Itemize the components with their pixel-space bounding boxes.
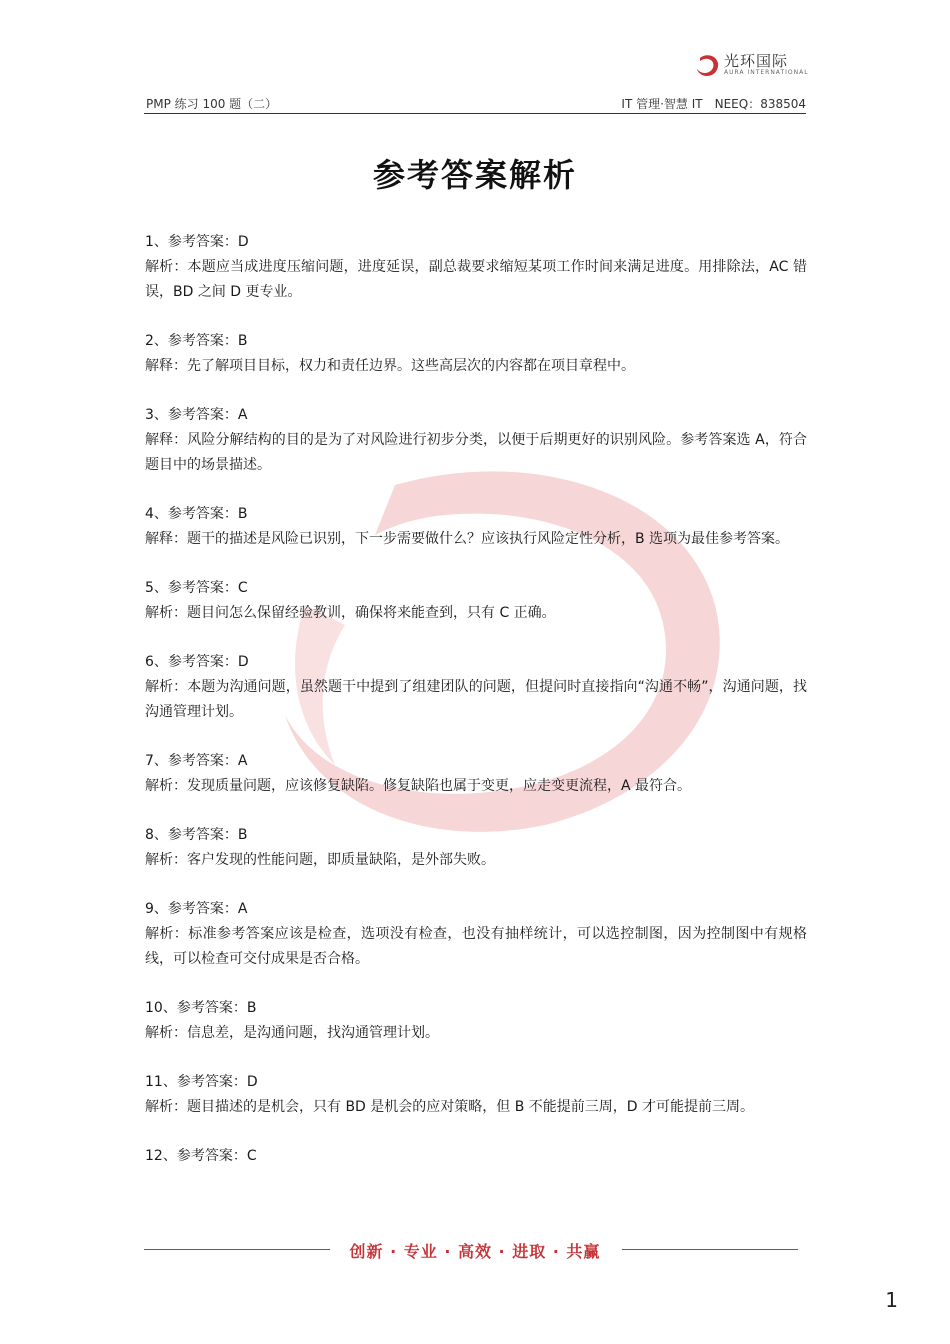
page-number: 1 — [885, 1288, 898, 1312]
answer-line: 12、参考答案：C — [145, 1148, 257, 1164]
analysis-text: 解析：发现质量问题，应该修复缺陷。修复缺陷也属于变更，应走变更流程，A 最符合。 — [145, 778, 692, 794]
analysis-text: 解析：题目问怎么保留经验教训，确保将来能查到，只有 C 正确。 — [145, 605, 556, 621]
analysis-text: 解析：客户发现的性能问题，即质量缺陷，是外部失败。 — [145, 852, 495, 868]
answer-item — [145, 650, 807, 725]
analysis-text: 解释：题干的描述是风险已识别，下一步需要做什么？应该执行风险定性分析，B 选项为最佳参考答案。 — [145, 531, 790, 547]
analysis-text: 解析：信息差，是沟通问题，找沟通管理计划。 — [145, 1025, 439, 1041]
answer-line: 4、参考答案：B — [145, 506, 248, 522]
answer-item — [145, 403, 807, 478]
logo-chinese-name: 光环国际 — [724, 52, 789, 70]
answer-line: 11、参考答案：D — [145, 1074, 258, 1090]
logo-english-name: AURA INTERNATIONAL — [724, 69, 809, 76]
answer-item — [145, 823, 807, 873]
answer-line: 3、参考答案：A — [145, 407, 248, 423]
logo-swirl-icon — [694, 52, 720, 78]
header-company-info: IT 管理·智慧 IT NEEQ：838504 — [621, 97, 806, 111]
answer-line: 7、参考答案：A — [145, 753, 248, 769]
answer-item — [145, 576, 807, 626]
answer-line: 8、参考答案：B — [145, 827, 248, 843]
answer-list — [145, 230, 807, 1193]
answer-line: 9、参考答案：A — [145, 901, 248, 917]
answer-item — [145, 1144, 807, 1169]
analysis-text: 解析：本题应当成进度压缩问题，进度延误，副总裁要求缩短某项工作时间来满足进度。用排除法，AC 错误，BD 之间 D 更专业。 — [145, 259, 807, 300]
answer-line: 5、参考答案：C — [145, 580, 248, 596]
answer-line: 2、参考答案：B — [145, 333, 248, 349]
answer-line: 10、参考答案：B — [145, 1000, 257, 1016]
answer-item — [145, 1070, 807, 1120]
answer-line: 6、参考答案：D — [145, 654, 249, 670]
analysis-text: 解释：风险分解结构的目的是为了对风险进行初步分类，以便于后期更好的识别风险。参考答案选 A，符合题目中的场景描述。 — [145, 432, 807, 473]
analysis-text: 解释：先了解项目目标，权力和责任边界。这些高层次的内容都在项目章程中。 — [145, 358, 635, 374]
answer-item — [145, 329, 807, 379]
header-divider — [144, 113, 806, 114]
footer-divider-right — [622, 1249, 798, 1250]
company-logo — [694, 52, 809, 78]
analysis-text: 解析：题目描述的是机会，只有 BD 是机会的应对策略，但 B 不能提前三周，D 才可能提前三周。 — [145, 1099, 755, 1115]
answer-item — [145, 897, 807, 972]
page-title: 参考答案解析 — [372, 156, 577, 194]
answer-line: 1、参考答案：D — [145, 234, 249, 250]
answer-item — [145, 230, 807, 305]
analysis-text: 解析：标准参考答案应该是检查，选项没有检查，也没有抽样统计，可以选控制图，因为控制图中有规格线，可以检查可交付成果是否合格。 — [145, 926, 807, 967]
footer-motto: 创新 · 专业 · 高效 · 进取 · 共赢 — [349, 1242, 601, 1261]
analysis-text: 解析：本题为沟通问题，虽然题干中提到了组建团队的问题，但提问时直接指向“沟通不畅”，沟通问题，找沟通管理计划。 — [145, 679, 807, 720]
answer-item — [145, 502, 807, 552]
answer-item — [145, 996, 807, 1046]
answer-item — [145, 749, 807, 799]
header-document-title: PMP 练习 100 题（二） — [146, 97, 278, 111]
